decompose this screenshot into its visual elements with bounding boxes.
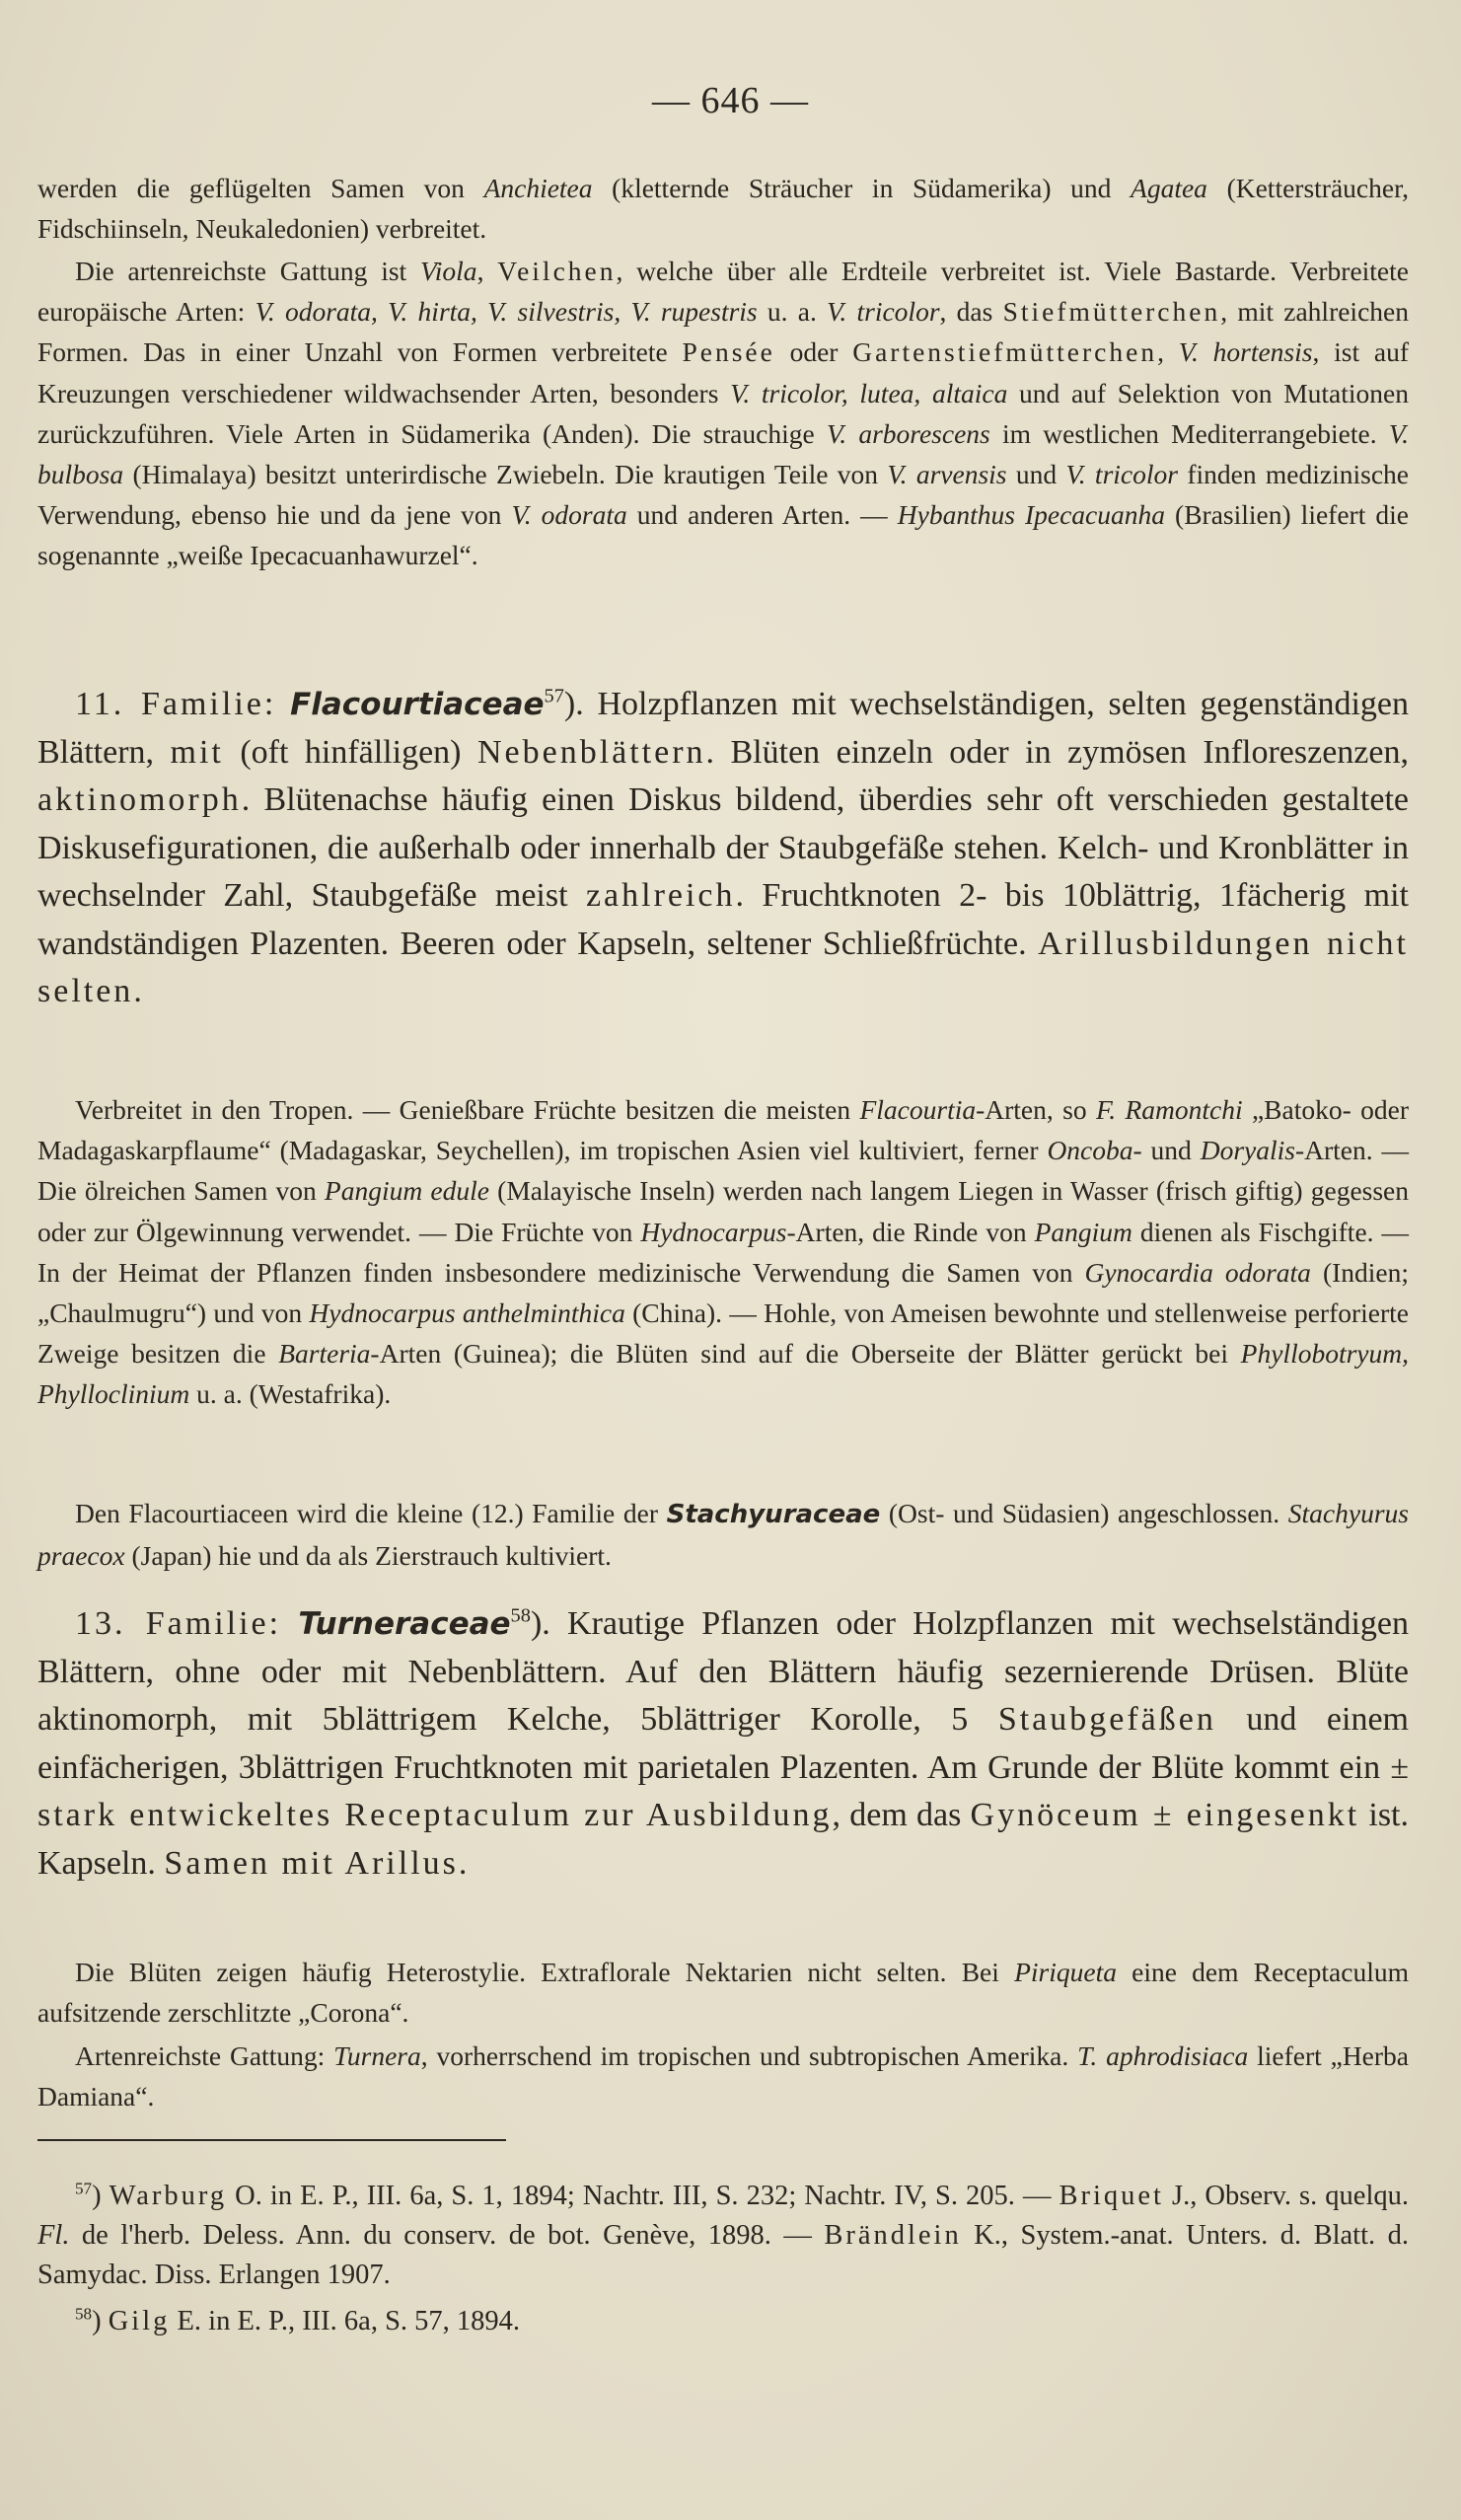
paragraph-flacourtiaceae-distribution: Verbreitet in den Tropen. — Genießbare Früchte besitzen die meisten Flacourtia-Arten, so F. Ramontchi „Batoko- oder Madagaskarpflaume“ (Madagaskar, Seychellen), im tropischen Asien viel kultiviert, ferner Oncoba- und Doryalis-Arten. — Die ölreichen Samen von Pangium edule (Malayische Inseln) werden nach langem Liegen in Wasser (frisch giftig) gegessen oder zur Ölgewinnung verwendet. — Die Früchte von Hydnocarpus-Arten, die Rinde von Pangium dienen als Fischgifte. — In der Heimat der Pflanzen finden insbesondere medizinische Verwendung die Samen von Gynocardia odorata (Indien; „Chaulmugru“) und von Hydnocarpus anthelminthica (China). — Hohle, von Ameisen bewohnte und stellenweise perforierte Zweige besitzen die Barteria-Arten (Guinea); die Blüten sind auf die Oberseite der Blätter gerückt bei Phyllobotryum, Phylloclinium u. a. (Westafrika). — [37, 1094, 1410, 1410]
footnote-separator — [37, 2139, 506, 2141]
paragraph-viola: Die artenreichste Gattung ist Viola, Veilchen, welche über alle Erdteile verbreitet ist. Viele Bastarde. Verbreitete europäische Arten: V. odorata, V. hirta, V. silvestris, V. rupestris u. a. V. tricolor, das Stiefmütterchen, mit zahlreichen Formen. Das in einer Unzahl von Formen verbreitete Pensée oder Gartenstiefmütterchen, V. hortensis, ist auf Kreuzungen verschiedener wildwachsender Arten, besonders V. tricolor, lutea, altaica und auf Selektion von Mutationen zurückzuführen. Viele Arten in Südamerika (Anden). Die strauchige V. arborescens im westlichen Mediterrangebiete. V. bulbosa (Himalaya) besitzt unterirdische Zwiebeln. Die krautigen Teile von V. arvensis und V. tricolor finden medizinische Verwendung, ebenso hie und da jene von V. odorata und anderen Arten. — Hybanthus Ipecacuanha (Brasilien) liefert die sogenannte „weiße Ipecacuanhawurzel“. — [37, 256, 1409, 571]
section-flacourtiaceae: 11. Familie: Flacourtiaceae$^{57}$). Holzpflanzen mit wechselständigen, selten gegenständigen Blättern, mit (oft hinfälligen) Nebenblättern. Blüten einzeln oder in zymösen Infloreszenzen, aktinomorph. Blütenachse häufig einen Diskus bildend, überdies sehr oft verschieden gestaltete Diskusefigurationen, die außerhalb oder innerhalb der Staubgefäße stehen. Kelch- und Kronblätter in wechselnder Zahl, Staubgefäße meist zahlreich. Fruchtknoten 2- bis 10blättrig, 1fächerig mit wandständigen Plazenten. Beeren oder Kapseln, seltener Schließfrüchte. Arillusbildungen nicht selten. — [37, 685, 1410, 1009]
family-name-flacourtiaceae: Flacourtiaceae — [290, 687, 545, 722]
family-name-turneraceae: Turneraceae — [298, 1606, 511, 1642]
paragraph-anchietea: werden die geflügelten Samen von Anchietea (kletternde Sträucher in Südamerika) und Agatea (Kettersträucher, Fidschiinseln, Neukaledonien) verbreitet. — [37, 173, 1410, 245]
paragraph-stachyuraceae: Den Flacourtiaceen wird die kleine (12.) Familie der Stachyuraceae (Ost- und Südasien) angeschlossen. Stachyurus praecox (Japan) hie und da als Zierstrauch kultiviert. — [37, 1498, 1409, 1572]
footnote-58: $^{58}$) Gilg E. in E. P., III. 6a, S. 57, 1894. — [75, 2304, 521, 2336]
paragraph-heterostylie: Die Blüten zeigen häufig Heterostylie. Extraflorale Nektarien nicht selten. Bei Piriqueta eine dem Receptaculum aufsitzende zerschlitzte „Corona“. — [37, 1957, 1409, 2029]
family-name-stachyuraceae: Stachyuraceae — [666, 1500, 881, 1529]
paragraph-turnera: Artenreichste Gattung: Turnera, vorherrschend im tropischen und subtropischen Amerika. T. aphrodisiaca liefert „Herba Damiana“. — [37, 2040, 1409, 2112]
footnote-57: $^{57}$) Warburg O. in E. P., III. 6a, S. 1, 1894; Nachtr. III, S. 232; Nachtr. IV, S. 205. — Briquet J., Observ. s. quelqu. Fl. de l'herb. Deless. Ann. du conserv. de bot. Genève, 1898. — Brändlein K., System.-anat. Unters. d. Blatt. d. Samydac. Diss. Erlangen 1907. — [37, 2179, 1409, 2290]
page-number: — 646 — — [652, 80, 809, 121]
section-turneraceae: 13. Familie: Turneraceae$^{58}$). Krautige Pflanzen oder Holzpflanzen mit wechselständigen Blättern, ohne oder mit Nebenblättern. Auf den Blättern häufig sezernierende Drüsen. Blüte aktinomorph, mit 5blättrigem Kelche, 5blättriger Korolle, 5 Staubgefäßen und einem einfächerigen, 3blättrigen Fruchtknoten mit parietalen Plazenten. Am Grunde der Blüte kommt ein ± stark entwickeltes Receptaculum zur Ausbildung, dem das Gynöceum ± eingesenkt ist. Kapseln. Samen mit Arillus. — [37, 1604, 1410, 1882]
